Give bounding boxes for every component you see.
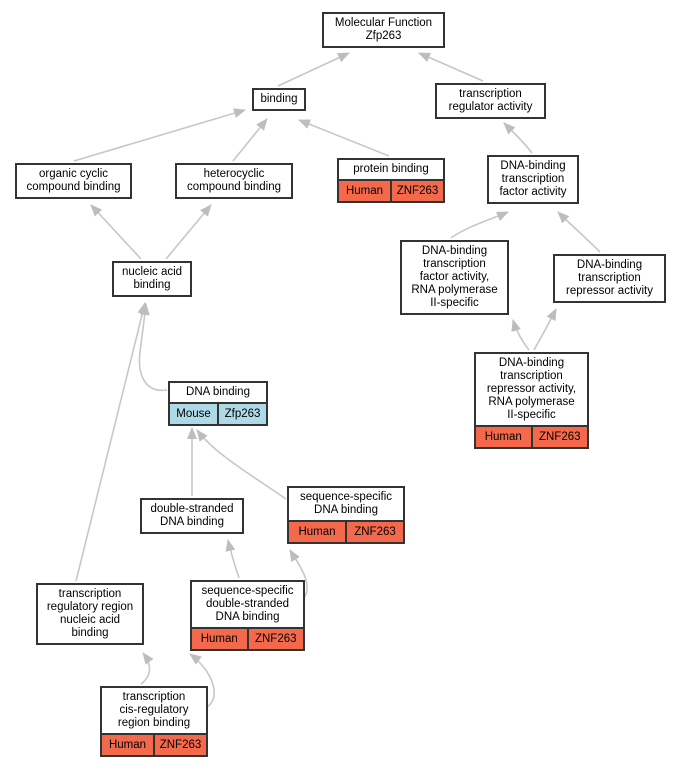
- edge-protein-binding-to-binding: [299, 120, 389, 156]
- node-label: [402, 242, 507, 313]
- organism-cell[interactable]: Human: [102, 735, 153, 755]
- edge-transcription-regulatory-region-nucleic-acid-binding-to-nucleic-acid-binding: [76, 303, 145, 581]
- node-label-line: transcription: [501, 173, 565, 185]
- node-transcription-cis-regulatory-region-binding[interactable]: [100, 686, 208, 757]
- node-label-line: transcription: [58, 588, 122, 600]
- gene-cell[interactable]: Zfp263: [217, 404, 266, 424]
- organism-cell[interactable]: Human: [476, 427, 531, 447]
- gene-cell[interactable]: ZNF263: [153, 735, 206, 755]
- gene-cell[interactable]: ZNF263: [247, 629, 304, 649]
- node-label: [170, 383, 266, 402]
- node-label-line: DNA binding: [160, 516, 224, 528]
- node-label-line: DNA-binding: [576, 259, 643, 271]
- node-label-line: DNA-binding: [421, 245, 488, 257]
- node-heterocyclic-compound-binding[interactable]: [175, 163, 293, 199]
- node-label-line: DNA binding: [186, 386, 250, 398]
- node-label: [437, 85, 544, 117]
- node-label-line: repressor activity,: [486, 383, 577, 395]
- node-label: [254, 90, 304, 109]
- node-label-line: Zfp263: [365, 30, 402, 42]
- node-label-line: DNA-binding: [498, 357, 565, 369]
- species-annotation-row: [102, 733, 206, 755]
- node-label: [102, 688, 206, 733]
- organism-cell[interactable]: Human: [289, 522, 345, 542]
- node-label-line: region binding: [117, 717, 191, 729]
- edge-dna-binding-transcription-repressor-activity-to-dna-binding-transcription-factor-activity: [558, 212, 600, 252]
- node-label-line: repressor activity: [566, 285, 653, 297]
- edge-nucleic-acid-binding-to-heterocyclic-compound-binding: [166, 205, 211, 259]
- edge-organic-cyclic-compound-binding-to-binding: [74, 110, 245, 161]
- node-label-line: binding: [133, 279, 171, 291]
- species-annotation-row: [289, 520, 403, 542]
- node-label-line: cis-regulatory: [119, 704, 189, 716]
- node-label-line: transcription: [459, 88, 522, 100]
- node-label: [339, 160, 443, 179]
- node-label-line: factor activity: [499, 186, 567, 198]
- gene-cell[interactable]: ZNF263: [531, 427, 588, 447]
- species-annotation-row: [192, 627, 303, 649]
- node-label: [489, 157, 577, 202]
- node-label-line: organic cyclic: [38, 168, 109, 180]
- node-label-line: nucleic acid: [59, 614, 121, 626]
- node-label: [289, 488, 403, 520]
- node-label: [177, 165, 291, 197]
- node-label-line: II-specific: [430, 297, 479, 309]
- node-nucleic-acid-binding[interactable]: [112, 261, 192, 297]
- node-label: [142, 500, 242, 532]
- node-label-line: sequence-specific: [201, 585, 294, 597]
- node-label-line: transcription: [423, 258, 486, 270]
- species-annotation-row: [339, 179, 443, 201]
- edge-nucleic-acid-binding-to-organic-cyclic-compound-binding: [91, 205, 141, 259]
- node-label-line: binding: [71, 627, 109, 639]
- edge-dna-binding-transcription-factor-activity-to-transcription-regulator-activity: [504, 123, 532, 153]
- node-label: [114, 263, 190, 295]
- node-dna-binding-transcription-factor-activity[interactable]: [487, 155, 579, 204]
- node-label-line: double-stranded: [205, 598, 290, 610]
- edge-dna-binding-to-nucleic-acid-binding: [139, 304, 167, 390]
- node-molecular-function[interactable]: [322, 12, 445, 48]
- node-sequence-specific-dna-binding[interactable]: [287, 486, 405, 544]
- node-label-line: compound binding: [187, 181, 281, 193]
- node-transcription-regulator-activity[interactable]: [435, 83, 546, 119]
- node-label-line: Molecular Function: [334, 17, 433, 29]
- node-label-line: RNA polymerase: [411, 284, 498, 296]
- node-label-line: regulatory region: [46, 601, 134, 613]
- node-label-line: DNA binding: [314, 504, 378, 516]
- node-label-line: transcription: [122, 691, 186, 703]
- node-label-line: DNA-binding: [500, 160, 566, 172]
- node-label-line: nucleic acid: [121, 266, 183, 278]
- node-label-line: RNA polymerase: [488, 396, 575, 408]
- node-label: [324, 14, 443, 46]
- node-label: [476, 354, 587, 425]
- gene-cell[interactable]: ZNF263: [345, 522, 403, 542]
- node-dna-binding-transcription-repressor-activity-rna-polymerase-ii-specific[interactable]: [474, 352, 589, 449]
- node-dna-binding-transcription-factor-activity-rna-polymerase-ii-specific[interactable]: [400, 240, 509, 315]
- node-label: [38, 585, 142, 643]
- node-label-line: factor activity,: [419, 271, 490, 283]
- species-annotation-row: [476, 425, 587, 447]
- node-organic-cyclic-compound-binding[interactable]: [15, 163, 132, 199]
- edge-heterocyclic-compound-binding-to-binding: [233, 119, 267, 161]
- node-label-line: protein binding: [353, 163, 429, 175]
- node-label: [192, 582, 303, 627]
- edge-dna-binding-transcription-repressor-activity-rna-polymerase-ii-specific-to-dna-binding-transcription-repressor-activity: [534, 309, 556, 350]
- node-label-line: sequence-specific: [299, 491, 393, 503]
- node-label-line: II-specific: [507, 409, 556, 421]
- node-label-line: binding: [260, 93, 298, 105]
- gene-cell[interactable]: ZNF263: [390, 181, 443, 201]
- node-sequence-specific-double-stranded-dna-binding[interactable]: [190, 580, 305, 651]
- edge-transcription-regulator-activity-to-molecular-function: [419, 53, 483, 81]
- node-double-stranded-dna-binding[interactable]: [140, 498, 244, 534]
- node-label-line: transcription: [500, 370, 563, 382]
- node-dna-binding-transcription-repressor-activity[interactable]: [553, 254, 666, 303]
- edge-dna-binding-transcription-factor-activity-rna-polymerase-ii-specific-to-dna-binding-transcription-factor-activity: [451, 212, 508, 238]
- edge-binding-to-molecular-function: [278, 53, 349, 86]
- node-dna-binding[interactable]: [168, 381, 268, 426]
- node-binding[interactable]: [252, 88, 306, 111]
- edge-transcription-cis-regulatory-region-binding-to-transcription-regulatory-region-nucleic-acid-binding: [141, 653, 150, 684]
- species-annotation-row: [170, 402, 266, 424]
- node-label-line: regulator activity: [448, 101, 533, 113]
- node-transcription-regulatory-region-nucleic-acid-binding[interactable]: [36, 583, 144, 645]
- node-label-line: transcription: [578, 272, 641, 284]
- node-label-line: heterocyclic: [203, 168, 265, 180]
- node-label: [555, 256, 664, 301]
- node-label-line: compound binding: [26, 181, 121, 193]
- organism-cell[interactable]: Human: [339, 181, 390, 201]
- organism-cell[interactable]: Human: [192, 629, 247, 649]
- node-label-line: double-stranded: [150, 503, 234, 515]
- node-protein-binding[interactable]: [337, 158, 445, 203]
- edge-sequence-specific-double-stranded-dna-binding-to-double-stranded-dna-binding: [228, 540, 239, 578]
- edge-dna-binding-transcription-repressor-activity-rna-polymerase-ii-specific-to-dna-binding-transcription-factor-activity-rna-polymerase-ii-specific: [513, 320, 529, 350]
- node-label: [17, 165, 130, 197]
- node-label-line: DNA binding: [215, 611, 280, 623]
- organism-cell[interactable]: Mouse: [170, 404, 217, 424]
- edge-sequence-specific-dna-binding-to-dna-binding: [197, 430, 286, 499]
